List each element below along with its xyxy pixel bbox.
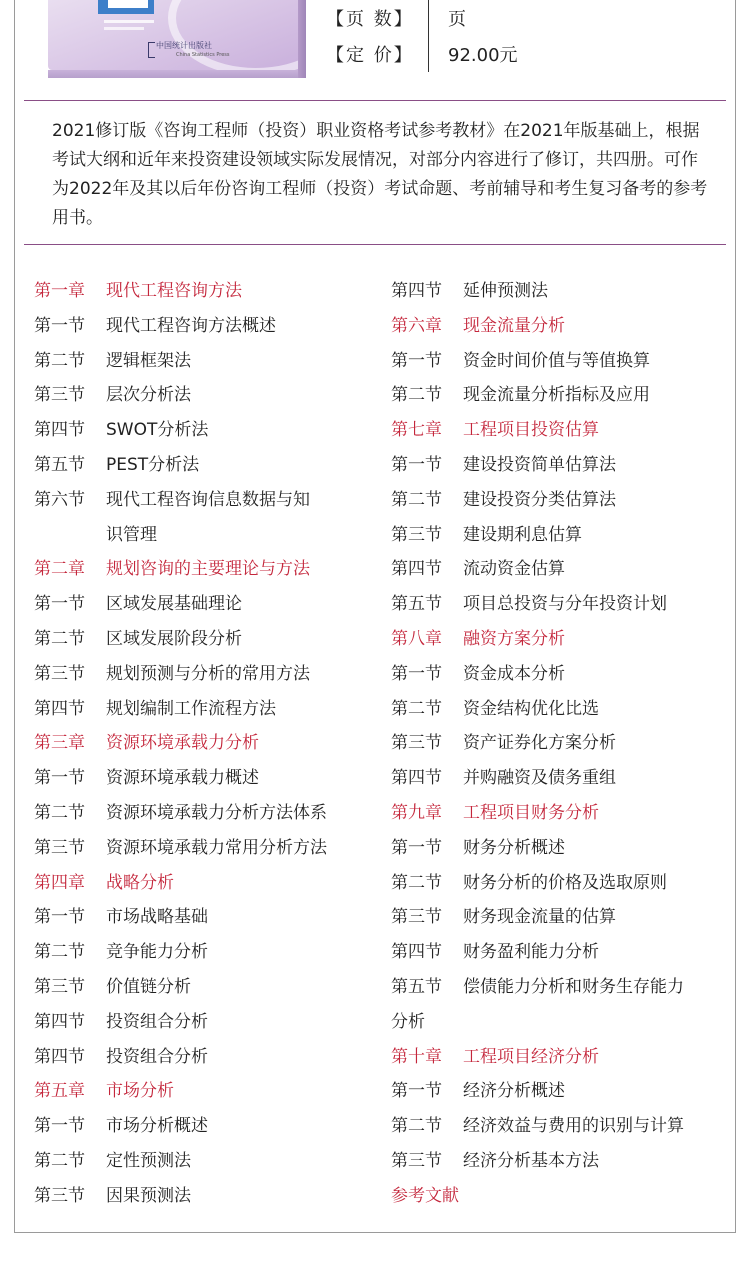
toc-item-title: 经济分析基本方法 (463, 1150, 599, 1171)
toc-item-number: 第五章 (34, 1081, 85, 1102)
toc-item-number: 第二节 (34, 350, 85, 371)
toc-item-number: 第十章 (391, 1046, 442, 1067)
toc-item-number: 第五节 (34, 454, 85, 475)
toc-section-item (34, 798, 374, 833)
toc-item-title: SWOT分析法 (106, 420, 209, 441)
toc-item-title: 资产证券化方案分析 (463, 733, 616, 754)
divider-top (24, 100, 726, 101)
info-divider (428, 0, 429, 72)
toc-item-number: 第一节 (391, 837, 442, 858)
toc-item-title: 财务现金流量的估算 (463, 907, 616, 928)
toc-item-number: 第六节 (34, 489, 85, 510)
toc-chapter-item (391, 311, 731, 346)
toc-item-title: 规划预测与分析的常用方法 (106, 663, 310, 684)
book-intro: 2021修订版《咨询工程师（投资）职业资格考试参考教材》在2021年版基础上，根据考试大纲和近年来投资建设领域实际发展情况，对部分内容进行了修订，共四册。可作为2022年及其以后年份咨询工程师（投资）考试命题、考前辅导和考生复习备考的参考用书。 (52, 121, 708, 228)
toc-item-number: 第四节 (34, 1011, 85, 1032)
toc-section-item (391, 833, 731, 868)
toc-chapter-item (391, 415, 731, 450)
cover-text-line (104, 20, 154, 23)
toc-item-number: 第一节 (34, 907, 85, 928)
toc-item-number: 第四节 (34, 420, 85, 441)
toc-item-number: 第一章 (34, 281, 85, 301)
toc-chapter-item (391, 798, 731, 833)
toc-item-number: 第二节 (34, 1150, 85, 1171)
toc-item-number: 第三节 (391, 907, 442, 928)
toc-chapter-item (34, 728, 374, 763)
toc-item-title: 经济分析概述 (463, 1081, 565, 1102)
toc-item-title: 资源环境承载力概述 (106, 768, 259, 789)
toc-item-title: 分析 (391, 1011, 425, 1032)
toc-chapter-item (34, 868, 374, 903)
toc-item-title: 资源环境承载力分析 (106, 733, 259, 754)
toc-item-title: 市场分析 (106, 1081, 174, 1102)
cover-text-line (104, 27, 144, 30)
toc-item-title: 财务分析的价格及选取原则 (463, 872, 667, 893)
toc-item-number: 第一节 (391, 1081, 442, 1102)
toc-item-number: 第二节 (34, 802, 85, 823)
toc-section-item (34, 1042, 374, 1077)
cover-white-block (108, 0, 148, 8)
toc-item-number: 第九章 (391, 802, 442, 823)
toc-section-item (391, 450, 731, 485)
toc-item-number: 第一节 (34, 315, 85, 336)
toc-item-number: 第三节 (34, 663, 85, 684)
toc-item-number: 第四节 (391, 768, 442, 789)
toc-section-item (34, 1181, 374, 1216)
toc-section-item (34, 624, 374, 659)
toc-item-number: 第二节 (391, 385, 442, 406)
toc-item-title: 参考文献 (391, 1185, 459, 1206)
toc-section-item (391, 1111, 731, 1146)
toc-section-item (391, 1076, 731, 1111)
toc-section-item (34, 311, 374, 346)
toc-item-title: 资金成本分析 (463, 663, 565, 684)
toc-item-title: 因果预测法 (106, 1185, 191, 1206)
toc-section-item (34, 763, 374, 798)
toc-chapter-item (391, 624, 731, 659)
toc-item-title: 项目总投资与分年投资计划 (463, 594, 667, 615)
toc-chapter-item (34, 276, 374, 311)
info-value-price: 92.00元 (448, 45, 518, 66)
toc-section-item (34, 694, 374, 729)
toc-section-item (34, 346, 374, 381)
toc-item-number: 第一节 (391, 454, 442, 475)
toc-section-item (391, 346, 731, 381)
toc-section-item (391, 520, 731, 555)
toc-item-title: 建设期利息估算 (463, 524, 582, 545)
toc-item-number: 第三节 (34, 976, 85, 997)
toc-section-item (391, 380, 731, 415)
toc-section-item (34, 380, 374, 415)
toc-section-item (391, 937, 731, 972)
toc-item-number: 第四章 (34, 872, 85, 893)
toc-section-item (391, 868, 731, 903)
toc-item-number: 第三节 (34, 1185, 85, 1206)
toc-item-title: 偿债能力分析和财务生存能力 (463, 976, 684, 997)
toc-item-number: 第二节 (391, 698, 442, 719)
toc-item-title: 定性预测法 (106, 1150, 191, 1171)
toc-item-number: 第一节 (391, 350, 442, 371)
toc-item-title: 区域发展阶段分析 (106, 628, 242, 649)
toc-item-number: 第三节 (391, 733, 442, 754)
toc-item-title: 市场战略基础 (106, 907, 208, 928)
toc-item-title: 建设投资简单估算法 (463, 454, 616, 475)
toc-section-item (391, 659, 731, 694)
toc-section-item (391, 589, 731, 624)
toc-item-title: 建设投资分类估算法 (463, 489, 616, 510)
toc-section-item (34, 972, 374, 1007)
toc-item-number: 第三节 (34, 385, 85, 406)
publisher-logo-icon (148, 42, 155, 58)
toc-section-item (34, 589, 374, 624)
toc-item-title: 并购融资及债务重组 (463, 768, 616, 789)
toc-item-title: 现金流量分析指标及应用 (463, 385, 650, 406)
toc-item-title: 规划编制工作流程方法 (106, 698, 276, 719)
toc-section-item (391, 276, 731, 311)
toc-chapter-item (391, 1042, 731, 1077)
toc-chapter-item (34, 1076, 374, 1111)
toc-section-item (391, 972, 731, 1007)
toc-item-title: 融资方案分析 (463, 628, 565, 649)
toc-section-item (34, 450, 374, 485)
toc-right-column (391, 276, 731, 1216)
toc-left-column (34, 276, 374, 1216)
toc-item-number: 第四节 (34, 1046, 85, 1067)
info-label-pages: 【页 数】 (326, 9, 414, 30)
toc-item-title: 区域发展基础理论 (106, 594, 242, 615)
toc-item-number: 第一节 (34, 768, 85, 789)
toc-section-item (391, 902, 731, 937)
toc-item-title: 现代工程咨询方法概述 (106, 315, 276, 336)
toc-section-item (391, 554, 731, 589)
toc-section-item (391, 763, 731, 798)
toc-item-title: 逻辑框架法 (106, 350, 191, 371)
toc-item-number: 第五节 (391, 594, 442, 615)
toc-section-item (34, 520, 374, 555)
toc-section-item (34, 833, 374, 868)
toc-item-title: 延伸预测法 (463, 281, 548, 301)
toc-section-item (391, 1146, 731, 1181)
toc-item-title: 财务盈利能力分析 (463, 942, 599, 963)
toc-item-number: 第三节 (391, 524, 442, 545)
toc-item-title: PEST分析法 (106, 454, 200, 475)
toc-item-title: 层次分析法 (106, 385, 191, 406)
toc-item-number: 第六章 (391, 315, 442, 336)
toc-item-title: 投资组合分析 (106, 1046, 208, 1067)
toc-item-number: 第二节 (391, 489, 442, 510)
toc-section-item (34, 937, 374, 972)
toc-item-number: 第一节 (391, 663, 442, 684)
toc-item-title: 工程项目经济分析 (463, 1046, 599, 1067)
toc-item-title: 价值链分析 (106, 976, 191, 997)
toc-section-item (34, 415, 374, 450)
toc-section-item (34, 1007, 374, 1042)
toc-item-title: 现代工程咨询方法 (106, 281, 242, 301)
toc-item-title: 资金时间价值与等值换算 (463, 350, 650, 371)
toc-item-title: 资源环境承载力分析方法体系 (106, 802, 327, 823)
toc-item-title: 现代工程咨询信息数据与知 (106, 489, 310, 510)
toc-chapter-item (34, 554, 374, 589)
publisher-name: 中国统计出版社 (156, 41, 212, 50)
toc-item-title: 经济效益与费用的识别与计算 (463, 1116, 684, 1137)
toc-section-item (34, 659, 374, 694)
toc-section-item (34, 485, 374, 520)
info-value-pages: 页 (448, 9, 466, 30)
toc-item-title: 投资组合分析 (106, 1011, 208, 1032)
toc-item-number: 第三节 (34, 837, 85, 858)
toc-item-title: 工程项目财务分析 (463, 802, 599, 823)
toc-chapter-item (391, 1181, 731, 1216)
toc-item-title: 竞争能力分析 (106, 942, 208, 963)
book-cover-image (48, 0, 306, 78)
publisher-name-en: China Statistics Press (176, 52, 230, 58)
toc-item-title: 流动资金估算 (463, 559, 565, 580)
toc-item-number: 第二节 (391, 872, 442, 893)
cover-spine (298, 0, 306, 78)
toc-section-item (391, 485, 731, 520)
toc-item-number: 第四节 (391, 942, 442, 963)
divider-middle (24, 244, 726, 245)
toc-section-item (391, 728, 731, 763)
toc-item-number: 第二节 (34, 628, 85, 649)
toc-item-title: 市场分析概述 (106, 1116, 208, 1137)
cover-bottom-edge (48, 70, 298, 78)
toc-item-number: 第四节 (391, 281, 442, 301)
toc-section-item (391, 1007, 731, 1042)
toc-item-number: 第七章 (391, 420, 442, 441)
toc-item-number: 第一节 (34, 594, 85, 615)
toc-section-item (391, 694, 731, 729)
toc-item-number: 第一节 (34, 1116, 85, 1137)
toc-item-title: 规划咨询的主要理论与方法 (106, 559, 310, 580)
toc-item-title: 资金结构优化比选 (463, 698, 599, 719)
toc-item-title: 战略分析 (106, 872, 174, 893)
toc-section-item (34, 1146, 374, 1181)
toc-item-number: 第二节 (391, 1116, 442, 1137)
toc-item-number: 第三章 (34, 733, 85, 754)
toc-item-number: 第四节 (391, 559, 442, 580)
toc-section-item (34, 902, 374, 937)
toc-item-title: 财务分析概述 (463, 837, 565, 858)
toc-item-number: 第二节 (34, 942, 85, 963)
toc-item-title: 识管理 (106, 524, 157, 545)
toc-item-number: 第五节 (391, 976, 442, 997)
toc-item-title: 资源环境承载力常用分析方法 (106, 837, 327, 858)
info-label-price: 【定 价】 (326, 45, 414, 66)
toc-item-number: 第三节 (391, 1150, 442, 1171)
toc-item-number: 第八章 (391, 628, 442, 649)
toc-item-number: 第四节 (34, 698, 85, 719)
toc-item-title: 现金流量分析 (463, 315, 565, 336)
toc-section-item (34, 1111, 374, 1146)
toc-item-number: 第二章 (34, 559, 85, 580)
toc-item-title: 工程项目投资估算 (463, 420, 599, 441)
